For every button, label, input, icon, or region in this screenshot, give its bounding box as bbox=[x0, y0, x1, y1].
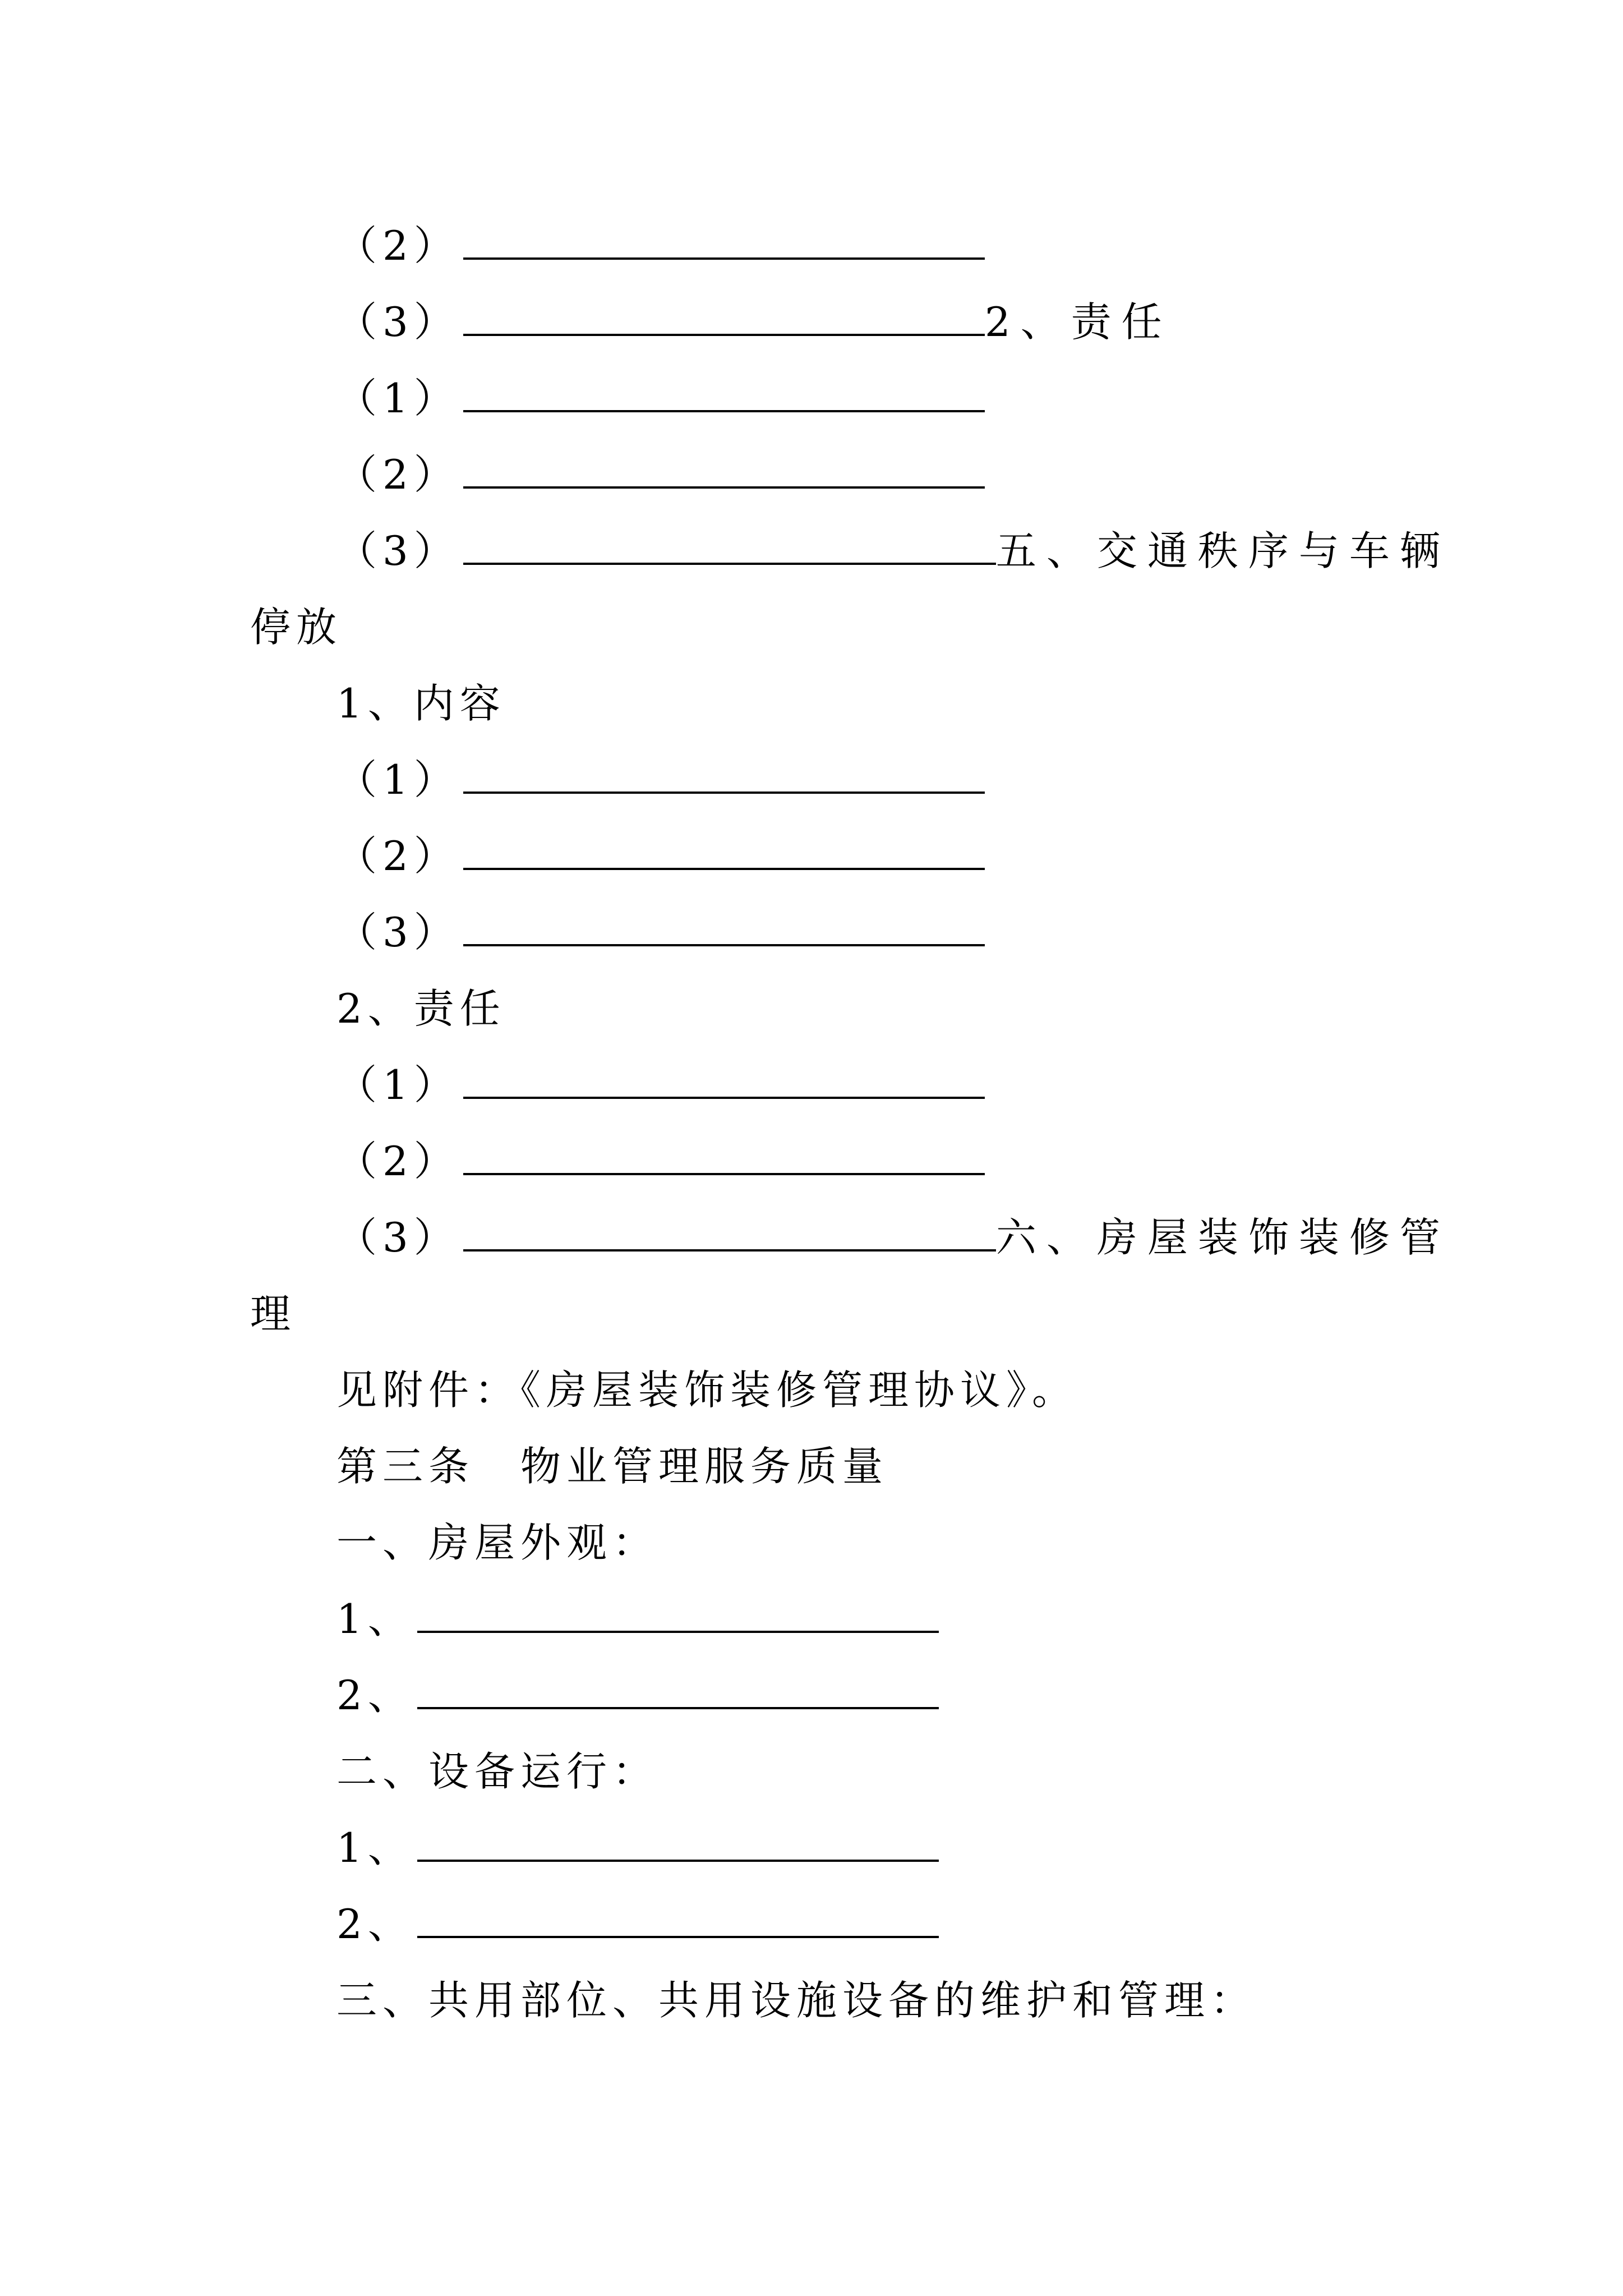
item-line bbox=[336, 1585, 939, 1653]
section-heading: 五、交通秩序与车辆 bbox=[995, 527, 1450, 574]
item-number: 2、 bbox=[336, 1672, 414, 1719]
fill-in-blank[interactable] bbox=[417, 1900, 939, 1938]
item-line bbox=[336, 441, 985, 508]
item-number: （3） bbox=[336, 527, 460, 574]
item-number: （2） bbox=[336, 1138, 460, 1185]
section-heading: 六、房屋装饰装修管 bbox=[995, 1214, 1450, 1261]
section-heading: 三、共用部位、共用设施设备的维护和管理： bbox=[336, 1977, 1257, 2024]
subheading: 1、内容 bbox=[336, 680, 506, 727]
fill-in-blank[interactable] bbox=[463, 222, 985, 260]
item-number: （2） bbox=[336, 832, 460, 880]
fill-in-blank[interactable] bbox=[463, 450, 985, 489]
item-line bbox=[336, 1814, 939, 1881]
item-number: （2） bbox=[336, 222, 460, 269]
item-line bbox=[336, 1051, 985, 1119]
item-number: （1） bbox=[336, 1061, 460, 1108]
item-number: （3） bbox=[336, 1214, 460, 1261]
section-heading: 二、设备运行： bbox=[336, 1748, 659, 1795]
item-number: （3） bbox=[336, 298, 460, 346]
article-heading: 第三条 物业管理服务质量 bbox=[336, 1443, 889, 1490]
item-number: （1） bbox=[336, 375, 460, 422]
item-line bbox=[336, 1128, 985, 1195]
fill-in-blank[interactable] bbox=[463, 1137, 985, 1175]
item-line bbox=[336, 212, 985, 279]
text-line: 理 bbox=[250, 1290, 297, 1337]
item-line bbox=[336, 746, 985, 813]
subheading: 2、责任 bbox=[336, 985, 506, 1032]
fill-in-blank[interactable] bbox=[463, 832, 985, 870]
fill-in-blank[interactable] bbox=[463, 1213, 996, 1251]
fill-in-blank[interactable] bbox=[463, 374, 985, 412]
fill-in-blank[interactable] bbox=[463, 527, 996, 565]
item-line bbox=[336, 822, 985, 890]
text-line: 停放 bbox=[250, 604, 343, 651]
item-line bbox=[336, 1890, 939, 1958]
item-line bbox=[336, 517, 1450, 585]
section-heading: 2、责任 bbox=[984, 298, 1172, 346]
fill-in-blank[interactable] bbox=[463, 298, 985, 336]
item-number: （3） bbox=[336, 909, 460, 956]
fill-in-blank[interactable] bbox=[417, 1824, 939, 1862]
fill-in-blank[interactable] bbox=[417, 1671, 939, 1709]
fill-in-blank[interactable] bbox=[417, 1595, 939, 1633]
item-line bbox=[336, 288, 1172, 356]
paragraph: 见附件：《房屋装饰装修管理协议》。 bbox=[336, 1366, 1078, 1414]
fill-in-blank[interactable] bbox=[463, 756, 985, 794]
item-number: （2） bbox=[336, 451, 460, 498]
fill-in-blank[interactable] bbox=[463, 908, 985, 946]
item-number: （1） bbox=[336, 756, 460, 803]
fill-in-blank[interactable] bbox=[463, 1061, 985, 1099]
item-number: 1、 bbox=[336, 1595, 414, 1642]
item-line bbox=[336, 1662, 939, 1729]
item-number: 2、 bbox=[336, 1901, 414, 1948]
item-line bbox=[336, 365, 985, 432]
item-line bbox=[336, 1204, 1450, 1271]
section-heading: 一、房屋外观： bbox=[336, 1519, 659, 1566]
item-line bbox=[336, 899, 985, 966]
item-number: 1、 bbox=[336, 1824, 414, 1871]
